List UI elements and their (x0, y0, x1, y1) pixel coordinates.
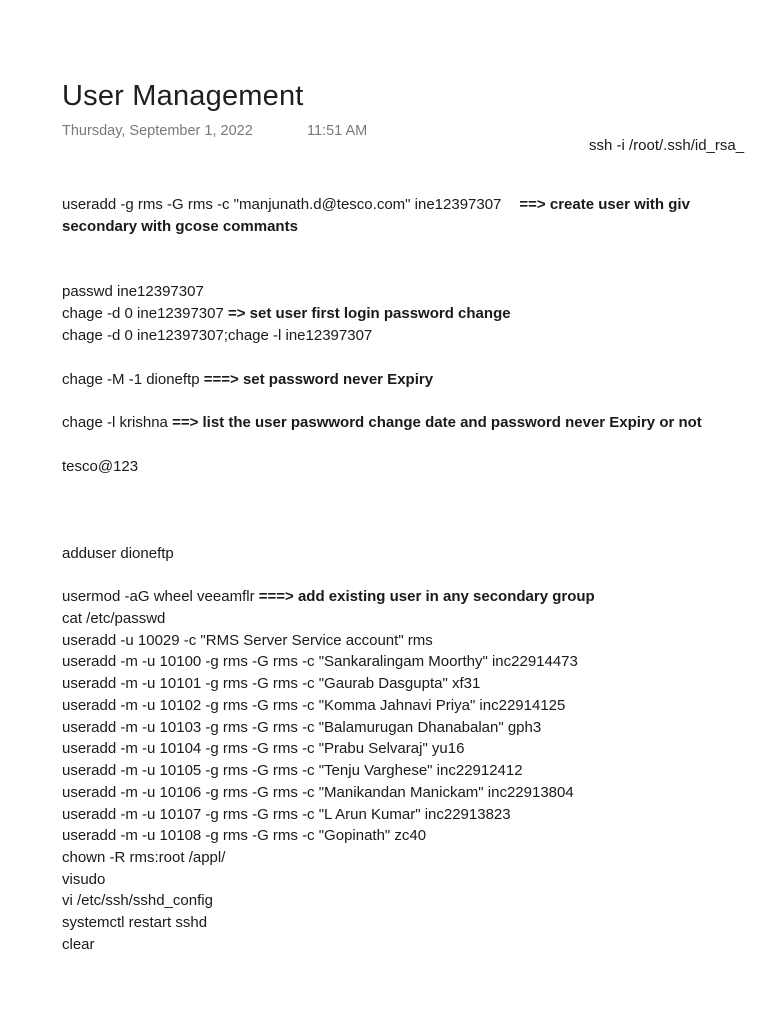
command-text: chage -l krishna (62, 414, 173, 431)
command-text: clear (62, 936, 95, 953)
command-text: systemctl restart sshd (62, 914, 208, 931)
command-note: ==> list the user paswword change date and password never Expiry or not (172, 414, 702, 431)
command-text: useradd -m -u 10108 -g rms -G rms -c "Gopinath" zc40 (62, 827, 427, 844)
text-line (62, 194, 690, 216)
command-text: usermod -aG wheel veeamflr (62, 588, 259, 605)
command-text: vi /etc/ssh/sshd_config (62, 892, 213, 909)
command-text: useradd -m -u 10101 -g rms -G rms -c "Gaurab Dasgupta" xf31 (62, 675, 481, 692)
command-text: chage -M -1 dioneftp (62, 371, 204, 388)
command-text: useradd -m -u 10105 -g rms -G rms -c "Tenju Varghese" inc22912412 (62, 762, 523, 779)
command-text: chown -R rms:root /appl/ (62, 849, 226, 866)
command-text: useradd -g rms -G rms -c "manjunath.d@tesco.com" ine12397307 (62, 196, 502, 213)
command-text: chage -d 0 ine12397307;chage -l ine12397307 (62, 327, 373, 344)
command-note: ===> add existing user in any secondary group (258, 588, 595, 605)
command-text: tesco@123 (62, 458, 139, 475)
command-note: ==> create user with giv (519, 196, 690, 213)
note-date: Thursday, September 1, 2022 (62, 123, 253, 139)
command-text: useradd -m -u 10106 -g rms -G rms -c "Manikandan Manickam" inc22913804 (62, 784, 574, 801)
command-text: adduser dioneftp (62, 545, 174, 562)
command-text: useradd -m -u 10100 -g rms -G rms -c "Sankaralingam Moorthy" inc22914473 (62, 653, 578, 670)
command-text: chage -d 0 ine12397307 (62, 305, 228, 322)
command-text: useradd -u 10029 -c "RMS Server Service account" rms (62, 632, 433, 649)
command-text: useradd -m -u 10107 -g rms -G rms -c "L Arun Kumar" inc22913823 (62, 806, 511, 823)
text-line (62, 586, 595, 608)
ssh-command-line: ssh -i /root/.ssh/id_rsa_ (589, 137, 745, 154)
command-text: passwd ine12397307 (62, 283, 204, 300)
command-note: => set user first login password change (227, 305, 511, 322)
text-line (62, 369, 433, 391)
note-time: 11:51 AM (307, 123, 368, 139)
command-text: useradd -m -u 10103 -g rms -G rms -c "Balamurugan Dhanabalan" gph3 (62, 719, 542, 736)
text-line (62, 412, 702, 434)
page-title: User Management (62, 80, 304, 112)
command-text: cat /etc/passwd (62, 610, 166, 627)
command-text: visudo (62, 871, 106, 888)
command-text: useradd -m -u 10102 -g rms -G rms -c "Komma Jahnavi Priya" inc22914125 (62, 697, 566, 714)
command-note: secondary with gcose commants (62, 218, 298, 235)
command-text: useradd -m -u 10104 -g rms -G rms -c "Prabu Selvaraj" yu16 (62, 740, 465, 757)
text-line (62, 303, 511, 325)
command-note: ===> set password never Expiry (203, 371, 434, 388)
